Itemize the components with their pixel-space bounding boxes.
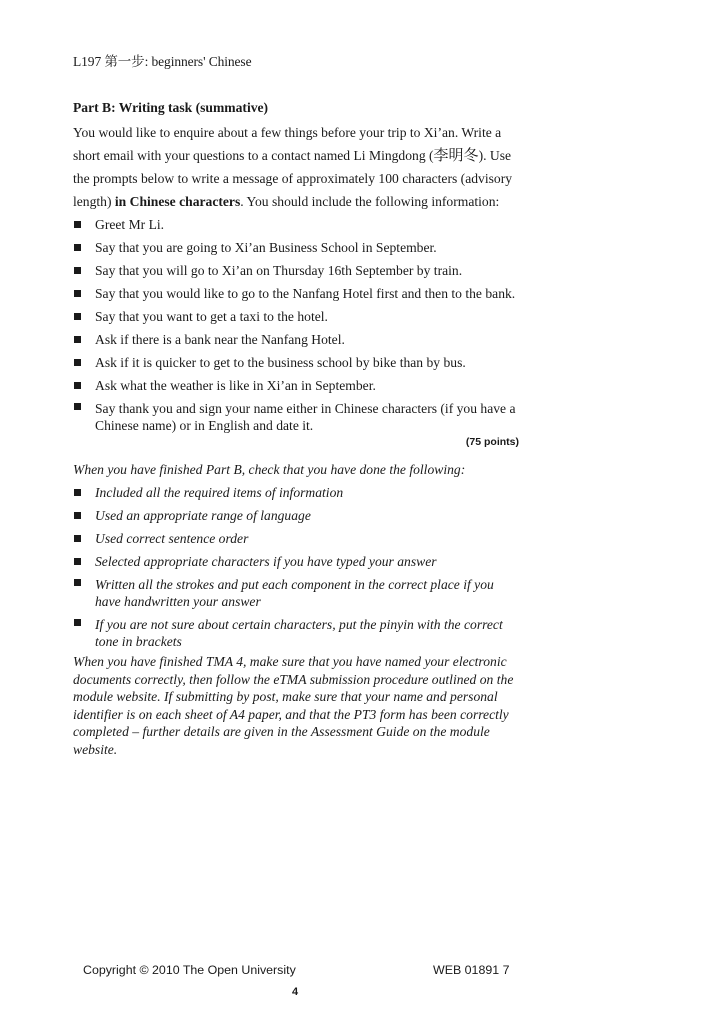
copyright-text: Copyright © 2010 The Open University: [83, 963, 296, 977]
prompt-text: Ask what the weather is like in Xi’an in September.: [95, 378, 376, 393]
prompt-text: Ask if there is a bank near the Nanfang Hotel.: [95, 332, 345, 347]
intro-text-end: . You should include the following information:: [240, 194, 500, 209]
bullet-square-icon: [74, 579, 81, 586]
page-number: 4: [291, 986, 299, 998]
bullet-square-icon: [74, 221, 81, 228]
list-item: [73, 259, 519, 282]
list-item: [73, 527, 519, 550]
checklist-text: have handwritten your answer: [95, 594, 261, 609]
list-item: [73, 573, 519, 613]
main-content: [73, 98, 519, 758]
list-item: [73, 282, 519, 305]
list-item: [73, 613, 519, 653]
task-instructions: [73, 121, 519, 213]
bullet-square-icon: [74, 403, 81, 410]
list-item: [73, 213, 519, 236]
checklist-section: [73, 458, 519, 653]
bullet-square-icon: [74, 512, 81, 519]
checklist-text: Used an appropriate range of language: [95, 508, 311, 523]
checklist-text: Included all the required items of information: [95, 485, 344, 500]
checklist-list: [73, 481, 519, 653]
bullet-square-icon: [74, 267, 81, 274]
list-item: [73, 236, 519, 259]
list-item: [73, 504, 519, 527]
intro-text-start: You would like to enquire about a few things before your trip to Xi’an. Write a short email with your questions to a contact named Li Mingdong (: [73, 125, 502, 163]
bullet-square-icon: [74, 290, 81, 297]
prompt-text: Say that you are going to Xi’an Business School in September.: [95, 240, 437, 255]
contact-name-chinese: 李明冬: [433, 146, 479, 164]
prompt-text: Say that you want to get a taxi to the hotel.: [95, 309, 328, 324]
prompt-list: [73, 213, 519, 434]
bullet-square-icon: [74, 619, 81, 626]
bullet-square-icon: [74, 558, 81, 565]
checklist-text: Written all the strokes and put each component in the correct place if you: [95, 577, 494, 592]
list-item: [73, 481, 519, 504]
prompt-text: Say that you will go to Xi’an on Thursday 16th September by train.: [95, 263, 463, 278]
list-item: [73, 328, 519, 351]
document-code: WEB 01891 7: [433, 963, 510, 977]
module-header: L197 第一步: beginners' Chinese: [73, 54, 252, 69]
bullet-square-icon: [74, 359, 81, 366]
list-item: [73, 351, 519, 374]
bullet-square-icon: [74, 489, 81, 496]
section-title: Part B: Writing task (summative): [73, 100, 269, 115]
prompt-text: Ask if it is quicker to get to the business school by bike than by bus.: [95, 355, 466, 370]
bullet-square-icon: [74, 336, 81, 343]
checklist-text: Used correct sentence order: [95, 531, 249, 546]
submission-instructions: When you have finished TMA 4, make sure that you have named your electronic documents correctly, then follow the eTMA submission procedure outlined on the module website. If submitting by post, make sure that your name and personal identifier is on each sheet of A4 paper, and that the PT3 form has been correctly completed – further details are given in the Assessment Guide on the module website.: [73, 654, 514, 757]
bullet-square-icon: [74, 244, 81, 251]
list-item: [73, 305, 519, 328]
intro-emphasis: in Chinese characters: [114, 194, 241, 209]
bullet-square-icon: [74, 382, 81, 389]
checklist-lead: When you have finished Part B, check that you have done the following:: [73, 462, 466, 477]
prompt-text: Say that you would like to go to the Nanfang Hotel first and then to the bank.: [95, 286, 516, 301]
bullet-square-icon: [74, 535, 81, 542]
checklist-text: If you are not sure about certain characters, put the pinyin with the correct: [95, 617, 503, 632]
points-label: (75 points): [465, 436, 519, 448]
prompt-text: Say thank you and sign your name either in Chinese characters (if you have a: [95, 401, 516, 416]
bullet-square-icon: [74, 313, 81, 320]
list-item: [73, 550, 519, 573]
checklist-text: Selected appropriate characters if you have typed your answer: [95, 554, 437, 569]
list-item: [73, 397, 519, 434]
list-item: [73, 374, 519, 397]
intro-text-middle: ). Use the prompts below to write a message of approximately 100 characters (advisory length): [73, 148, 513, 209]
prompt-text: Chinese name) or in English and date it.: [95, 418, 314, 433]
checklist-text: tone in brackets: [95, 634, 182, 649]
prompt-text: Greet Mr Li.: [95, 217, 165, 232]
